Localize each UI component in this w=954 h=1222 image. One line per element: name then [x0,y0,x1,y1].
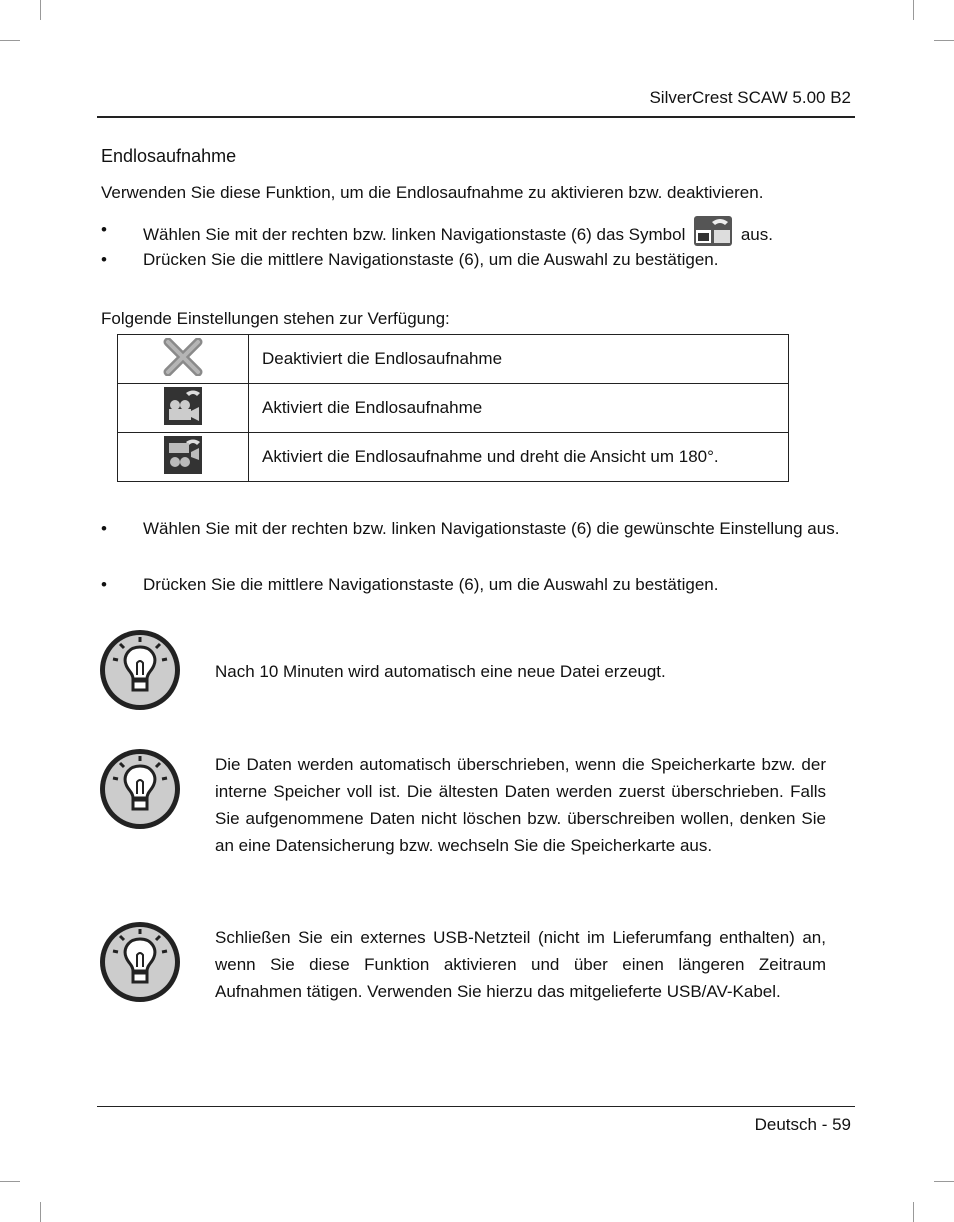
table-row [118,384,789,433]
bullet: • [101,575,107,594]
bullet: • [101,519,107,538]
setting-label: Aktiviert die Endlosaufnahme und dreht die Ansicht um 180°. [249,433,789,482]
lightbulb-tip-icon [98,919,184,1005]
crop-mark [934,40,954,41]
setting-label: Deaktiviert die Endlosaufnahme [249,335,789,384]
list-item [101,246,852,273]
section-heading: Endlosaufnahme [101,146,237,166]
list-item [101,216,852,243]
step-text: Wählen Sie mit der rechten bzw. linken Navigationstaste (6) das Symbol [143,225,686,244]
tip-text: Die Daten werden automatisch überschrieben, wenn die Speicherkarte bzw. der interne Speicher voll ist. Die ältesten Daten werden zuerst überschrieben. Falls Sie aufgenommene Daten nicht löschen bzw. überschreiben wollen, denken Sie an eine Datensicherung bzw. wechseln Sie die Speicherkarte aus. [215,755,826,855]
page-header [97,86,855,118]
disable-x-icon [163,338,203,376]
settings-table [117,334,789,482]
step-text: Drücken Sie die mittlere Navigationstaste (6), um die Auswahl zu bestätigen. [143,575,719,594]
setting-label: Aktiviert die Endlosaufnahme [249,384,789,433]
crop-mark [913,1202,914,1222]
table-row [118,433,789,482]
crop-mark [40,1202,41,1222]
crop-mark [0,1181,20,1182]
table-row [118,335,789,384]
crop-mark [40,0,41,20]
settings-intro: Folgende Einstellungen stehen zur Verfügung: [101,309,450,328]
page-number: Deutsch - 59 [754,1115,851,1134]
loop-camera-rotated-icon [164,436,202,474]
crop-mark [913,0,914,20]
header-title: SilverCrest SCAW 5.00 B2 [649,88,851,107]
bullet: • [101,220,107,239]
step-text: Drücken Sie die mittlere Navigationstaste (6), um die Auswahl zu bestätigen. [143,250,719,269]
list-item [101,571,852,598]
lightbulb-tip-icon [98,746,184,832]
step-text: aus. [740,225,773,244]
lightbulb-tip-icon [98,627,184,713]
tip-text: Nach 10 Minuten wird automatisch eine neue Datei erzeugt. [215,662,666,681]
step-text: Wählen Sie mit der rechten bzw. linken Navigationstaste (6) die gewünschte Einstellung aus. [143,519,840,538]
crop-mark [934,1181,954,1182]
intro-paragraph: Verwenden Sie diese Funktion, um die Endlosaufnahme zu aktivieren bzw. deaktivieren. [101,183,764,202]
loop-recording-icon [694,216,732,246]
crop-mark [0,40,20,41]
tip-text: Schließen Sie ein externes USB-Netzteil (nicht im Lieferumfang enthalten) an, wenn Sie diese Funktion aktivieren und über einen längeren Zeitraum Aufnahmen tätigen. Verwenden Sie hierzu das mitgelieferte USB/AV-Kabel. [215,928,826,1001]
bullet: • [101,250,107,269]
loop-camera-icon [164,387,202,425]
list-item [101,515,852,571]
page-footer [97,1106,855,1134]
